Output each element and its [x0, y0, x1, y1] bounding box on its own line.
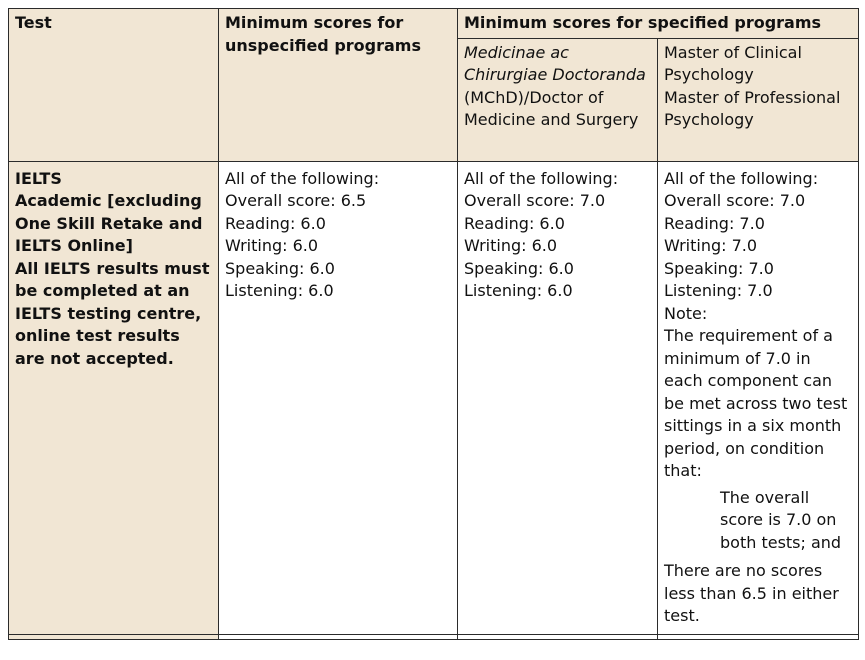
- score-listening: Listening: 6.0: [225, 281, 334, 300]
- score-reading: Reading: 6.0: [225, 213, 326, 233]
- header-program-psychology: [658, 38, 859, 161]
- next-row-cell: [658, 634, 859, 639]
- score-writing: Writing: 7.0: [664, 236, 758, 255]
- score-overall: Overall score: 7.0: [464, 191, 606, 210]
- ielts-requirements-table: [8, 8, 859, 640]
- test-note: All IELTS results must be completed at an IELTS testing centre, online test results are not accepted.: [15, 258, 210, 368]
- score-reading: Reading: 7.0: [664, 213, 765, 233]
- next-row-edge: [9, 634, 859, 639]
- test-variant: Academic [excluding One Skill Retake and IELTS Online]: [15, 191, 203, 255]
- header-program-mchd: [458, 38, 658, 161]
- score-speaking: Speaking: 6.0: [464, 258, 574, 278]
- score-writing: Writing: 6.0: [464, 236, 558, 255]
- scores-intro: All of the following:: [464, 168, 619, 188]
- ielts-row: [9, 161, 859, 634]
- header-specified: [458, 9, 859, 39]
- score-listening: Listening: 6.0: [464, 281, 573, 300]
- mchd-scores-cell: [458, 161, 658, 634]
- score-listening: Listening: 7.0: [664, 281, 773, 300]
- program-clinical-psychology: Master of Clinical Psychology: [664, 42, 802, 84]
- score-overall: Overall score: 6.5: [225, 191, 367, 210]
- scores-intro: All of the following:: [225, 168, 380, 188]
- score-writing: Writing: 6.0: [225, 236, 319, 255]
- score-speaking: Speaking: 7.0: [664, 258, 774, 278]
- next-row-cell: [458, 634, 658, 639]
- score-overall: Overall score: 7.0: [664, 191, 806, 210]
- note-condition-overall: The overall score is 7.0 on both tests; and: [720, 487, 842, 552]
- program-mchd-latin-name: Medicinae ac Chirurgiae Doctoranda: [464, 42, 646, 84]
- header-specified-label: Minimum scores for specified programs: [464, 13, 822, 32]
- header-row: [9, 9, 859, 39]
- header-test: [9, 9, 219, 162]
- note-text: The requirement of a minimum of 7.0 in each component can be met across two test sittings in a six month period, on condition that:: [664, 326, 848, 480]
- program-professional-psychology: Master of Professional Psychology: [664, 87, 841, 129]
- header-test-label: Test: [15, 13, 52, 32]
- program-mchd-english-name: (MChD)/Doctor of Medicine and Surgery: [464, 87, 639, 129]
- ielts-test-cell: [9, 161, 219, 634]
- score-speaking: Speaking: 6.0: [225, 258, 335, 278]
- header-unspecified: [219, 9, 458, 162]
- next-row-test-cell: [9, 634, 219, 639]
- next-row-cell: [219, 634, 458, 639]
- scores-intro: All of the following:: [664, 168, 819, 188]
- note-label: Note:: [664, 303, 708, 323]
- unspecified-scores-cell: [219, 161, 458, 634]
- note-condition-minimum: There are no scores less than 6.5 in either test.: [664, 561, 839, 625]
- score-reading: Reading: 6.0: [464, 213, 565, 233]
- psychology-scores-cell: [658, 161, 859, 634]
- header-unspecified-label: Minimum scores for unspecified programs: [225, 13, 421, 55]
- test-name: IELTS: [15, 168, 62, 188]
